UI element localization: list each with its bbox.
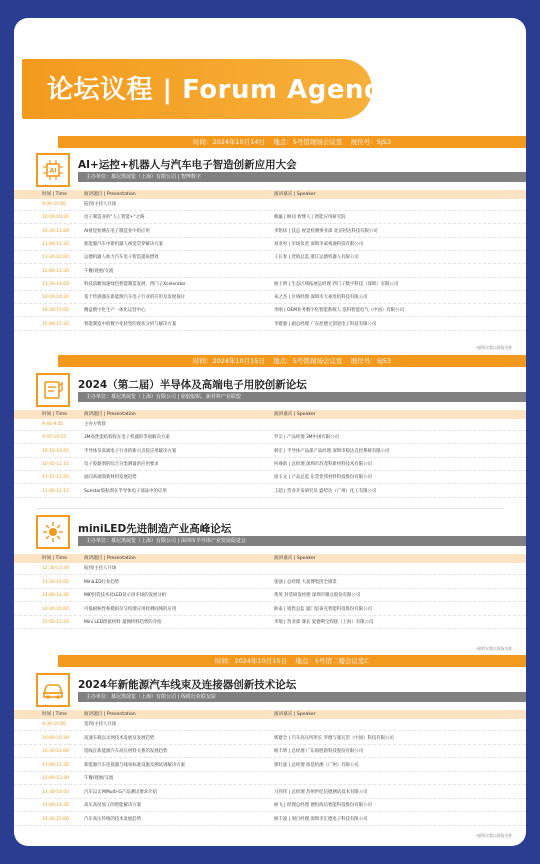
row-time: 11:00-11:30 xyxy=(42,762,69,768)
row-time: 9:30-10:00 xyxy=(42,722,67,727)
row-time: 11:15-11:45 xyxy=(42,475,69,481)
table-row xyxy=(14,733,526,745)
table-row xyxy=(14,577,526,589)
row-speaker: 朱之杰 | 区域经理 深圳市大豪电机科技有限公司 xyxy=(274,295,368,301)
agenda-card xyxy=(14,18,526,846)
car-icon xyxy=(36,673,70,707)
table-row xyxy=(14,486,526,498)
row-presentation: 午餐/观展/交流 xyxy=(84,268,114,274)
organizer-bar: 主办单位：慕尼黑展览（上海）有限公司 | 线缆行业联友屋 xyxy=(78,692,526,702)
row-speaker: 王超 | 营业开发研究员 盛势达（广州）化工有限公司 xyxy=(274,488,377,494)
row-speaker: 刘亚男 | 市场负责 深圳市威视通科技有限公司 xyxy=(274,241,364,247)
row-presentation: 汽车高压传统的技术发展趋势 xyxy=(84,816,142,822)
row-speaker: 耿泰 | 销售总监 厦门思泰克智能科技股份有限公司 xyxy=(274,606,372,612)
time-location-bar: 时间：2024年10月15日 地点：5号馆现场会议室 展位号：5J53 xyxy=(58,355,526,367)
table-row xyxy=(14,279,526,291)
row-presentation: 可靠耐候性和模拟杂交机理应用检测间域的应用 xyxy=(84,606,177,612)
table-row xyxy=(14,305,526,317)
header-time: 时间 | Time xyxy=(42,192,67,197)
table-row xyxy=(14,472,526,484)
row-speaker: 马伟伟 | 总经理 苏州世纪信德测试技术有限公司 xyxy=(274,789,368,795)
row-time: 13:30-14:00 xyxy=(42,789,69,795)
table-row xyxy=(14,459,526,471)
row-time: 11:30-12:00 xyxy=(42,255,69,261)
row-speaker: 李建强 | 副总经理 广东控德元创意电子科技有限公司 xyxy=(274,321,377,327)
agenda-note: *最终议程以现场为准 xyxy=(475,646,512,651)
table-row xyxy=(14,319,526,331)
row-time: 9:40-9:45 xyxy=(42,422,64,427)
row-speaker: 罗宗 | 产品经理 3M中国有限公司 xyxy=(274,435,339,441)
row-speaker: 何骞新 | 总经理 深圳市苏茂科新材料技术有限公司 xyxy=(274,461,372,467)
row-presentation: 科技前瞻加速绿色智能制造发展，西门子Xcelerator xyxy=(84,281,186,287)
row-speaker: 韩宏 | 半导体产品部产品经理 深圳市稳达自控系统有限公司 xyxy=(274,448,390,454)
row-speaker: 歌赢 | 顾问 智博人工智能应用研究院 xyxy=(274,215,346,221)
row-time: 12:30-13:30 xyxy=(42,566,69,571)
row-presentation: 报到/主持人开场 xyxy=(84,566,117,571)
row-speaker: 王长春 | 营销总监 浙江运德机器人有限公司 xyxy=(274,255,359,261)
row-time: 15:00-15:30 xyxy=(42,620,69,625)
time-location-bar: 时间：2024年10月15日 地点：5号馆二楼会议室C xyxy=(58,655,526,667)
row-time: 14:00-14:30 xyxy=(42,803,69,808)
page-title: 论坛议程 | Forum Agenda xyxy=(47,75,402,105)
table-header xyxy=(14,710,526,719)
header-presentation: 演讲题目 | Presentation xyxy=(84,192,136,197)
header-speaker: 演讲嘉宾 | Speaker xyxy=(274,556,316,561)
row-time: 14:30-15:00 xyxy=(42,606,69,612)
table-row xyxy=(14,760,526,772)
section-separator xyxy=(36,508,504,509)
time-location-bar: 时间：2024年10月14日 地点：5号馆现场会议室 展位号：5J53 xyxy=(58,136,526,148)
row-time: 10:45-11:15 xyxy=(42,461,69,467)
row-presentation: 智能制造中的数字化转型的现状分析与解决方案 xyxy=(84,321,177,327)
header-speaker: 演讲嘉宾 | Speaker xyxy=(274,412,316,417)
organizer-bar: 主办单位：慕尼黑展览（上海）有限公司 | 智博数字 xyxy=(78,172,526,182)
table-row xyxy=(14,212,526,224)
row-presentation: 报到/主持人开场 xyxy=(84,202,117,207)
row-time: 9:00-10:00 xyxy=(42,202,67,207)
header-presentation: 演讲题目 | Presentation xyxy=(84,556,136,561)
row-presentation: 高速车载以太网技术发展及发展趋势 xyxy=(84,735,155,741)
table-header xyxy=(14,410,526,419)
table-row xyxy=(14,252,526,264)
row-time: 14:00-14:30 xyxy=(42,593,69,598)
svg-text:AI: AI xyxy=(49,167,57,175)
table-row xyxy=(14,800,526,812)
row-presentation: 运德机器人助力汽车电子智造提质增效 xyxy=(84,255,159,261)
table-row xyxy=(14,446,526,458)
agenda-note: *最终议程以现场为准 xyxy=(475,345,512,350)
header-speaker: 演讲嘉宾 | Speaker xyxy=(274,192,316,197)
row-time: 10:30-11:00 xyxy=(42,749,69,754)
row-presentation: 午餐/观展/交流 xyxy=(84,776,114,781)
organizer-bar: 主办单位：慕尼黑展览（上海）有限公司 | 铭胶胶粘、新材料产业联盟 xyxy=(78,392,526,402)
row-time: 9:45-10:15 xyxy=(42,435,67,441)
ai-chip-icon xyxy=(36,153,70,187)
row-time: 14:00-14:30 xyxy=(42,295,69,301)
table-row xyxy=(14,617,526,629)
row-speaker: 郭建全 | 汽车高压所所长 罗德与施瓦茨（中国）科技有限公司 xyxy=(274,735,394,741)
row-time: 11:45-12:15 xyxy=(42,488,69,494)
header-presentation: 演讲题目 | Presentation xyxy=(84,712,136,717)
row-time: 10:30-11:00 xyxy=(42,228,69,234)
row-speaker: 郭红波 | 总经理 纽范检测（广州）有限公司 xyxy=(274,762,359,768)
row-time: 13:30-14:00 xyxy=(42,579,69,585)
header-time: 时间 | Time xyxy=(42,412,67,417)
row-presentation: MiniLED行业趋势 xyxy=(84,579,120,585)
table-row xyxy=(14,787,526,799)
row-presentation: 新能源汽车连接器与线束标准设施及测试请解决方案 xyxy=(84,762,185,768)
led-sun-icon xyxy=(36,515,70,549)
row-speaker: 李铭炜 | 技总 视觉检测事业部 北京阿达科技有限公司 xyxy=(274,228,378,234)
row-time: 12:00-13:30 xyxy=(42,776,69,781)
header-presentation: 演讲题目 | Presentation xyxy=(84,412,136,417)
row-presentation: 汽车以太网Multi-G产品测试要求介绍 xyxy=(84,789,157,795)
row-time: 15:00-15:30 xyxy=(42,321,69,327)
row-presentation: 签到/主持人开场 xyxy=(84,722,117,727)
row-presentation: 高压高度加工的智能解决方案 xyxy=(84,803,142,808)
table-row xyxy=(14,292,526,304)
table-row xyxy=(14,719,526,731)
row-speaker: 候飞 | 经理总经理 德恒海信智能科技股份有限公司 xyxy=(274,803,372,808)
row-presentation: 基于传感器在新能源汽车电子行业的应用及发展探讨 xyxy=(84,295,185,301)
row-presentation: 主办方致辞 xyxy=(84,422,106,427)
row-presentation: 铝线在新能源汽车高压材料关系的发展趋势 xyxy=(84,749,168,754)
table-row xyxy=(14,266,526,278)
row-presentation: 精益数字化生产一体化运营中心 xyxy=(84,308,146,314)
table-row xyxy=(14,773,526,785)
row-speaker: 杨千波 | 项目经理 深圳市汇德电子科技有限公司 xyxy=(274,816,368,822)
row-presentation: Mini LED焊接材料 量测材料趋势的介绍 xyxy=(84,620,162,625)
table-row xyxy=(14,419,526,431)
row-presentation: AI视觉检测在电子制造业中的应用 xyxy=(84,228,150,234)
row-speaker: 李瑞 | 营业部 课长 爱德利宝焊接（上海）有限公司 xyxy=(274,620,374,625)
table-row xyxy=(14,239,526,251)
table-row xyxy=(14,814,526,826)
agenda-note: *最终议程以现场为准 xyxy=(475,833,512,838)
row-presentation: 新能源汽车中新机器人视觉贯穿解决方案 xyxy=(84,241,164,247)
row-presentation: 3M高性能结构胶在电子机器的等间解决方案 xyxy=(84,435,170,441)
row-presentation: 半导体及高端电子行业的新兴点胶应用解决方案 xyxy=(84,448,177,454)
table-row xyxy=(14,746,526,758)
row-presentation: Sunstar胶粘剂在半导体电子部品中的应用 xyxy=(84,488,167,494)
row-presentation: 电子制造业的"人工智能+"之路 xyxy=(84,215,145,221)
table-row xyxy=(14,604,526,616)
row-presentation: MIP封装技术对LED显示屏市场的发展分析 xyxy=(84,593,167,598)
row-presentation: 面向高端领新材料发展趋势 xyxy=(84,475,137,481)
row-time: 10:00-10:30 xyxy=(42,735,69,741)
forum-title: miniLED先进制造产业高峰论坛 xyxy=(78,523,232,535)
table-row xyxy=(14,199,526,211)
row-speaker: 杨士明 | 生态区域拓展总经理 西门子数字科技（深圳）有限公司 xyxy=(274,281,399,287)
header-time: 时间 | Time xyxy=(42,556,67,561)
row-time: 10:15-10:45 xyxy=(42,448,69,454)
glue-tube-icon xyxy=(36,373,70,407)
row-presentation: 电子胶黏剂的综合分类测量的应用要求 xyxy=(84,461,159,467)
table-header xyxy=(14,190,526,199)
row-time: 11:00-11:30 xyxy=(42,241,69,247)
forum-title: 2024（第二届）半导体及高端电子用胶创新论坛 xyxy=(78,379,307,391)
row-time: 10:00-10:30 xyxy=(42,215,69,221)
table-row xyxy=(14,432,526,444)
header-speaker: 演讲嘉宾 | Speaker xyxy=(274,712,316,717)
row-speaker: 李刚 | OEM业务数字化智能系统人 泓科智能电气（中国）有限公司 xyxy=(274,308,404,314)
row-time: 13:30-14:00 xyxy=(42,281,69,287)
row-speaker: 黄英 封装研发经理 深圳市聚众股份有限公司 xyxy=(274,593,361,598)
organizer-bar: 主办单位：慕尼黑展览（上海）有限公司 | 深圳市半导体产业发展促进会 xyxy=(78,536,526,546)
row-time: 14:30-15:00 xyxy=(42,308,69,314)
table-header xyxy=(14,554,526,563)
table-row xyxy=(14,226,526,238)
row-time: 12:00-13:30 xyxy=(42,268,69,274)
forum-title: 2024年新能源汽车线束及连接器创新技术论坛 xyxy=(78,679,297,691)
row-speaker: 杨丰明 | 总经理 广东海胜新科技股份有限公司 xyxy=(274,749,364,754)
row-time: 14:30-15:00 xyxy=(42,816,69,822)
header-time: 时间 | Time xyxy=(42,712,67,717)
forum-title: AI+运控+机器人与汽车电子智造创新应用大会 xyxy=(78,159,297,171)
row-speaker: 张强 | 总经理 大爱博集团全锦景 xyxy=(274,579,337,585)
row-speaker: 徐玉文 | 产品总监 东莞优邦材料科技股份有限公司 xyxy=(274,475,372,481)
table-row xyxy=(14,563,526,575)
table-row xyxy=(14,590,526,602)
